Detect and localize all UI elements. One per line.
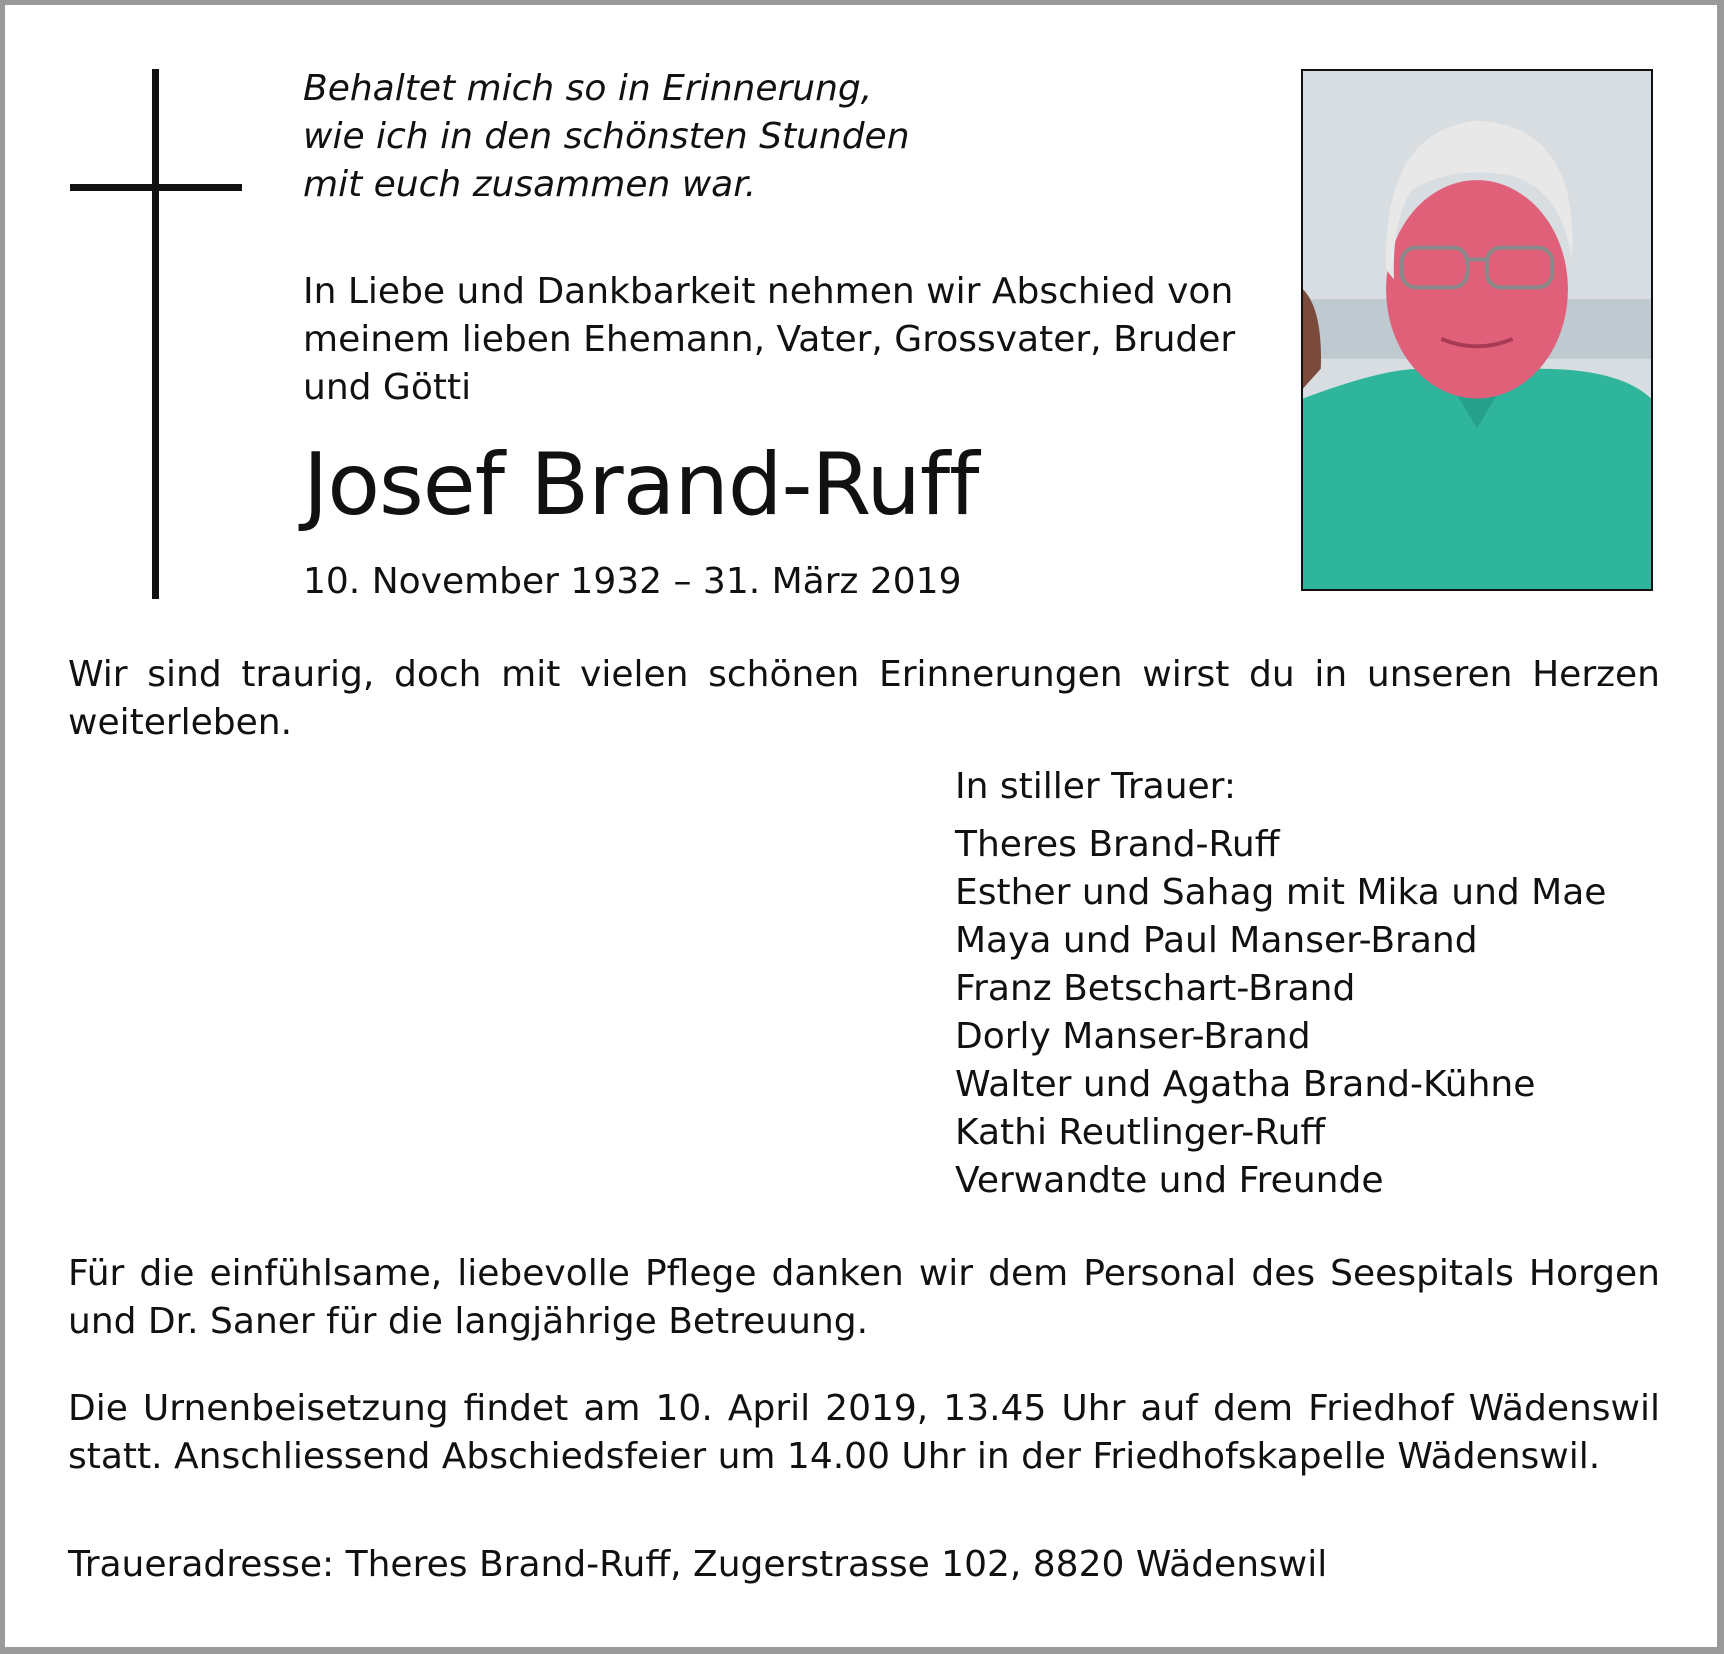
mourner-name: Walter und Agatha Brand-Kühne — [955, 1064, 1536, 1105]
thanks-text: Für die einfühlsame, liebevolle Pflege danken wir dem Personal des Seespitals Horgen und Dr. Saner für die langjährige Betreuung. — [68, 1253, 1660, 1342]
mourner-name: Theres Brand-Ruff — [955, 824, 1280, 865]
poem-line: mit euch zusammen war. — [303, 164, 757, 205]
memory-text: Wir sind traurig, doch mit vielen schönen Erinnerungen wirst du in unseren Herzen weiterleben. — [68, 654, 1660, 743]
mourners-block — [955, 763, 1606, 1205]
mourner-name: Maya und Paul Manser-Brand — [955, 920, 1478, 961]
obituary-card — [5, 5, 1717, 1647]
mourner-name: Kathi Reutlinger-Ruff — [955, 1112, 1326, 1153]
mourners-list — [955, 821, 1606, 1205]
mourners-heading: In stiller Trauer: — [955, 766, 1236, 807]
cross-icon — [152, 69, 159, 599]
portrait-illustration — [1303, 71, 1651, 589]
poem — [303, 65, 910, 209]
mourner-name: Esther und Sahag mit Mika und Mae — [955, 872, 1607, 913]
mourner-name: Dorly Manser-Brand — [955, 1016, 1311, 1057]
farewell-intro — [303, 268, 1235, 412]
mourner-name: Verwandte und Freunde — [955, 1160, 1384, 1201]
ceremony-text: Die Urnenbeisetzung findet am 10. April 2019, 13.45 Uhr auf dem Friedhof Wädenswil statt. Anschliessend Abschiedsfeier um 14.00 Uhr in der Friedhofskapelle Wädenswil. — [68, 1388, 1660, 1477]
address-text: Traueradresse: Theres Brand-Ruff, Zugerstrasse 102, 8820 Wädenswil — [68, 1544, 1328, 1585]
intro-line: meinem lieben Ehemann, Vater, Grossvater, Bruder — [303, 319, 1236, 360]
portrait-photo — [1301, 69, 1653, 591]
intro-line: und Götti — [303, 367, 472, 408]
poem-line: Behaltet mich so in Erinnerung, — [303, 68, 873, 109]
deceased-name: Josef Brand-Ruff — [303, 435, 979, 535]
cross-icon-bar — [70, 184, 242, 191]
mourner-name: Franz Betschart-Brand — [955, 968, 1356, 1009]
life-dates: 10. November 1932 – 31. März 2019 — [303, 561, 962, 602]
poem-line: wie ich in den schönsten Stunden — [303, 116, 910, 157]
intro-line: In Liebe und Dankbarkeit nehmen wir Abschied von — [303, 271, 1234, 312]
